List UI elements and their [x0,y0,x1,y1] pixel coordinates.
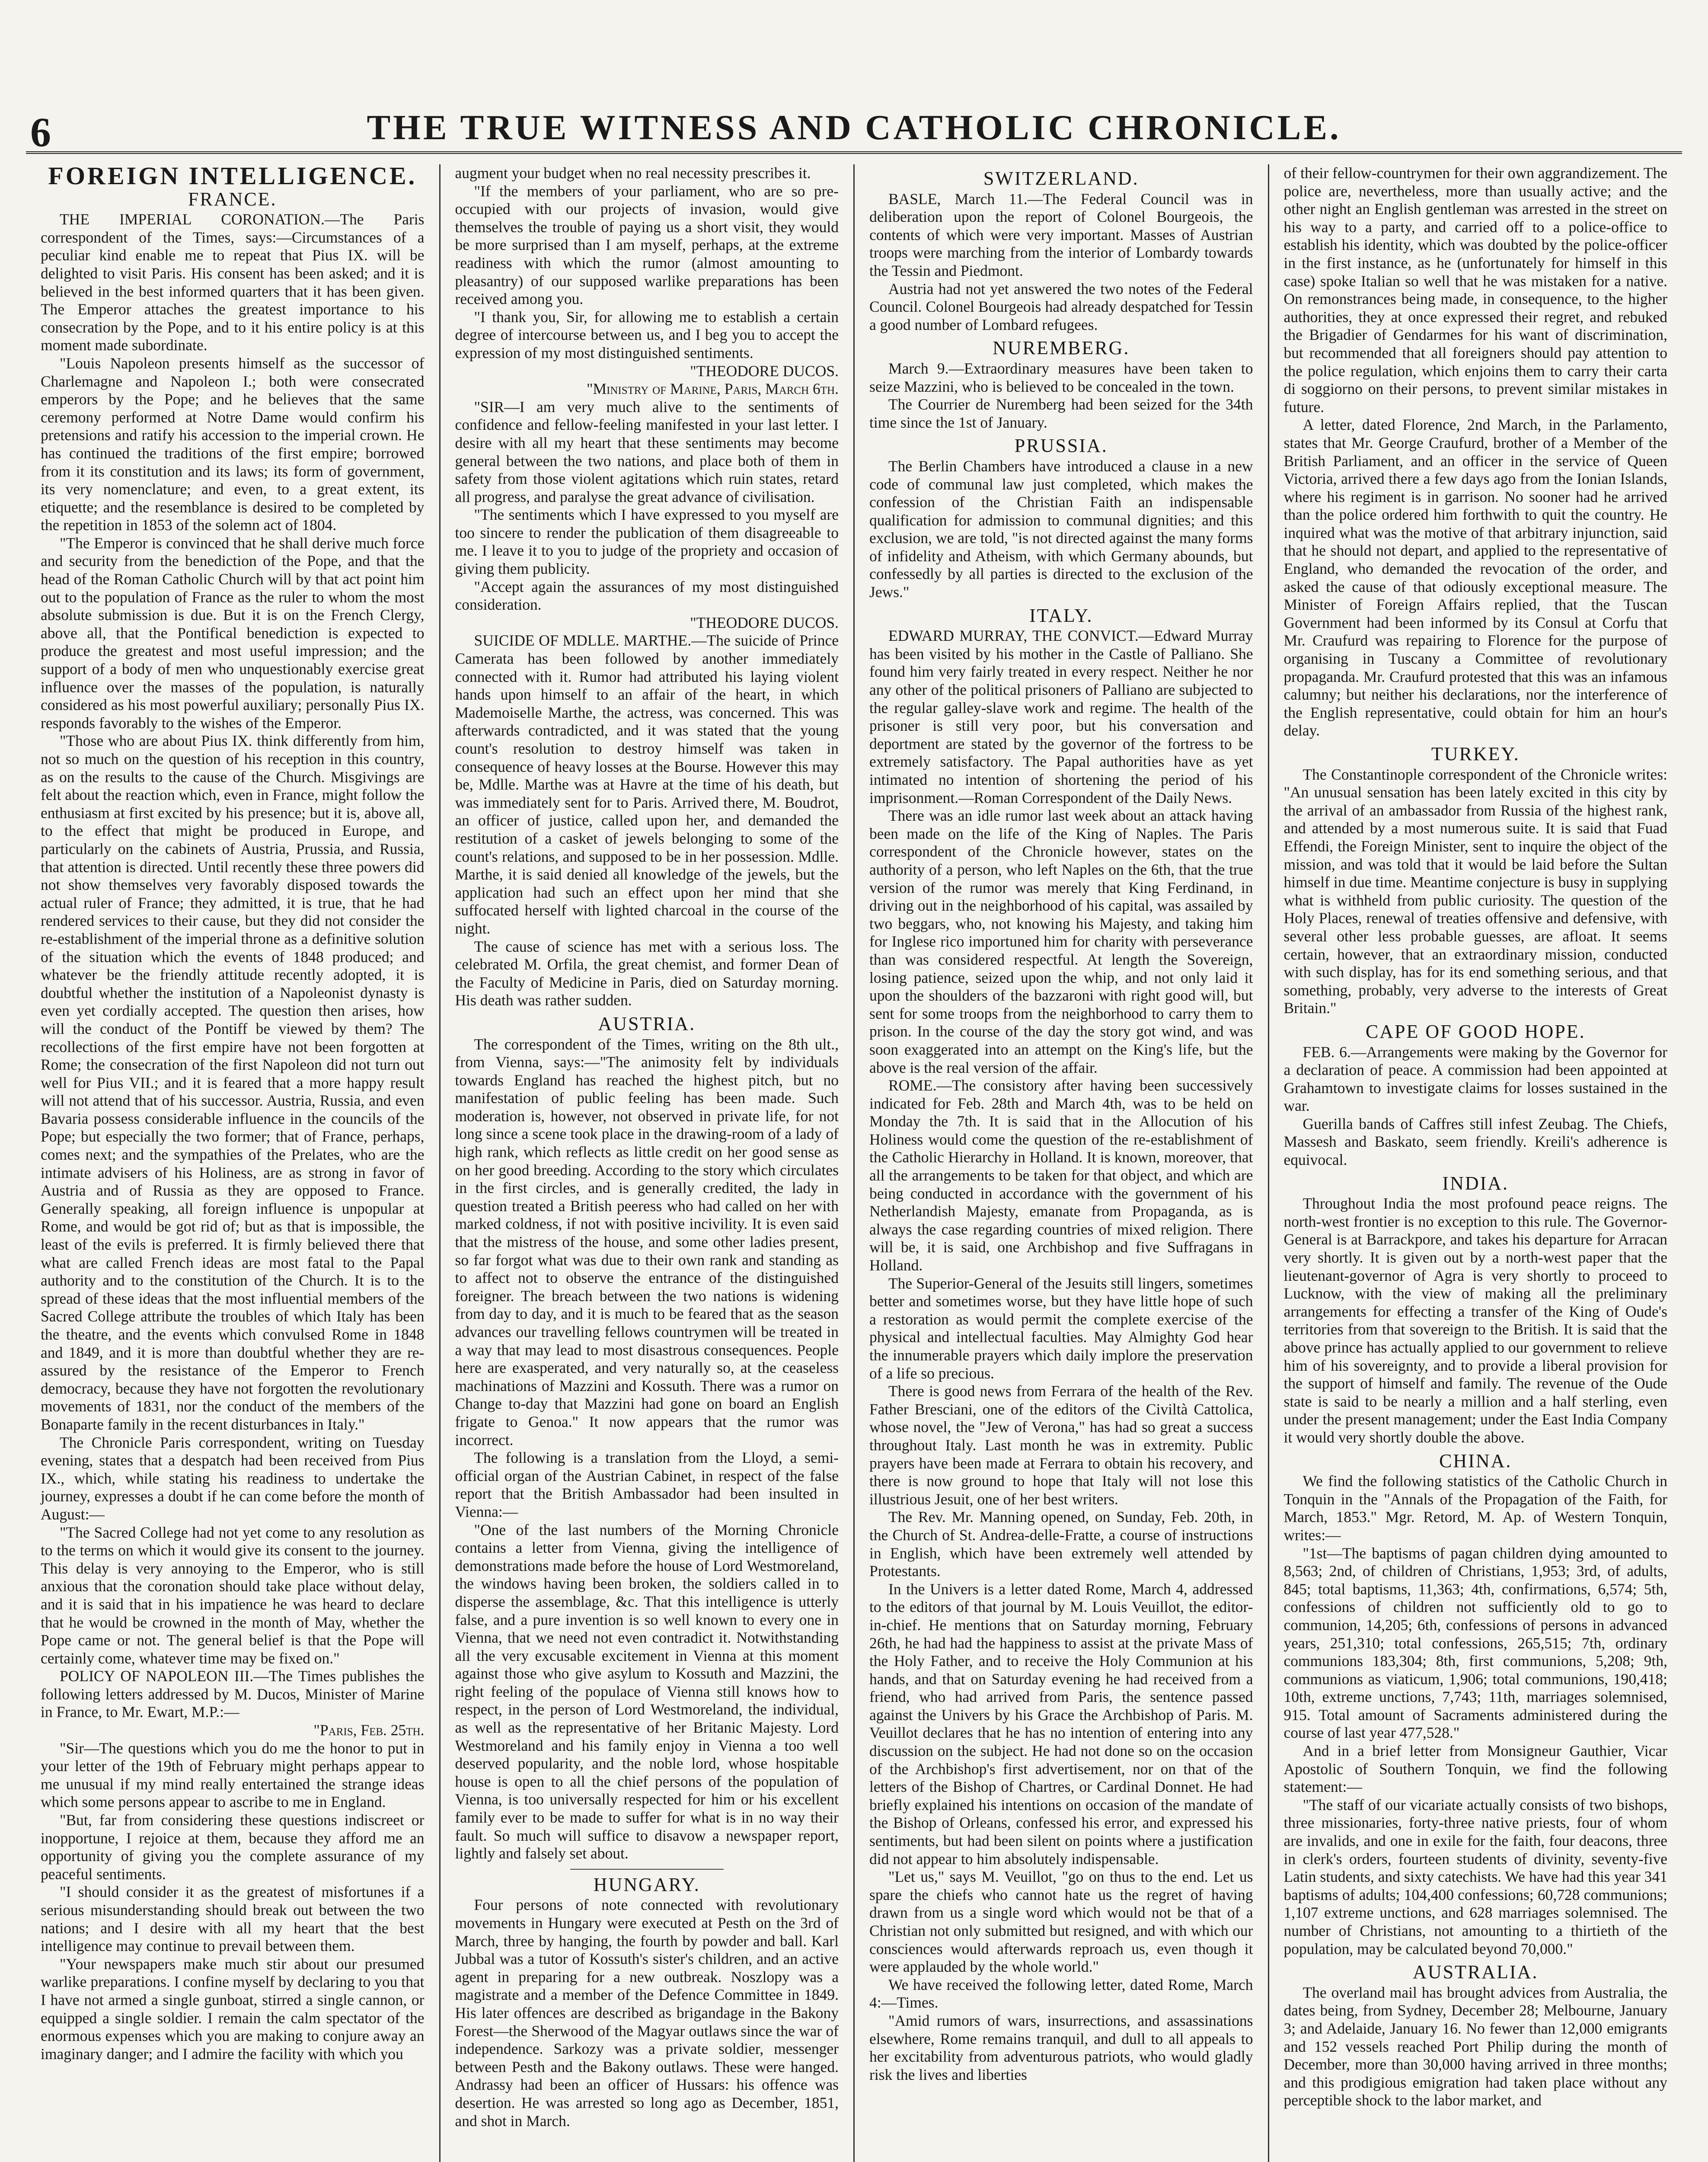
paragraph: "I should consider it as the greatest of misfortunes if a serious misunderstanding should break out between the two nations; and I desire with all my heart that the best intelligence may continue to prevail between them. [41,1883,425,1955]
signature: "THEODORE DUCOS. [690,614,839,631]
paragraph: Throughout India the most profound peace reigns. The north-west frontier is no exception to this rule. The Governor-General is at Barrackpore, and takes his departure for Arracan very shortly. It is given out by a north-west paper that the lieutenant-governor of Agra is very shortly to proceed to Lucknow, with the view of making all the preliminary arrangements for effecting a transfer of the King of Oude's territories from that sovereign to the British. It is said that the above prince has actually applied to our government to relieve him of his sovereignty, and to provide a liberal provision for the support of himself and family. The revenue of the Oude state is said to be nearly a million and a half sterling, even under the present management; under the East India Company it would very shortly double the above. [1283,1195,1667,1446]
column-4 [1269,164,1682,2162]
divider [570,1869,724,1870]
heading-turkey: TURKEY. [1431,743,1520,764]
paragraph: The Rev. Mr. Manning opened, on Sunday, Feb. 20th, in the Church of St. Andrea-delle-Fratte, a course of instructions in English, which have been extremely well attended by Protestants. [869,1508,1253,1580]
paragraph: "I thank you, Sir, for allowing me to establish a certain degree of intercourse between us, and I beg you to accept the expression of my most distinguished sentiments. [455,308,839,361]
paragraph: The cause of science has met with a serious loss. The celebrated M. Orfila, the great chemist, and former Dean of the Faculty of Medicine in Paris, died on Saturday morning. His death was rather sudden. [455,937,839,1009]
paragraph: And in a brief letter from Monsigneur Gauthier, Vicar Apostolic of Southern Tonquin, we find the following statement:— [1283,1742,1667,1796]
paragraph: EDWARD MURRAY, THE CONVICT.—Edward Murray has been visited by his mother in the Castle of Palliano. She found him very fairly treated in every respect. Neither he nor any other of the political prisoners of Palliano are subjected to the regular galley-slave work and regime. The health of the prisoner is still very poor, but his conversation and deportment are stated by the governor of the fortress to be extremely satisfactory. The Papal authorities have as yet intimated no intention of shortening the period of his imprisonment.—Roman Correspondent of the Daily News. [869,627,1253,806]
paragraph: augment your budget when no real necessity prescribes it. [455,164,811,182]
paragraph: "The sentiments which I have expressed to you myself are too sincere to render the publication of them disagreeable to me. I leave it to you to judge of the propriety and occasion of giving them publicity. [455,506,839,578]
heading-switzerland: SWITZERLAND. [983,168,1139,189]
paragraph: "But, far from considering these questions indiscreet or inopportune, I rejoice at them, because they afford me an opportunity of giving you the complete assurance of my peaceful sentiments. [41,1811,425,1883]
paragraph: Four persons of note connected with revolutionary movements in Hungary were executed at Pesth on the 3rd of March, three by hanging, the fourth by powder and ball. Karl Jubbal was a tutor of Kossuth's sister's children, and an active agent in preparing for a new outbreak. Noszlopy was a magistrate and a member of the Defence Committee in 1849. His later offences are described as brigandage in the Bakony Forest—the Sherwood of the Magyar outlaws since the war of independence. Sarkozy was a private soldier, messenger between Pesth and the Bakony outlaws. These were hanged. Andrassy had been an officer of Hussars: his offence was desertion. He was arrested so long ago as December, 1851, and shot in March. [455,1896,839,2130]
paragraph: "If the members of your parliament, who are so pre-occupied with our projects of invasion, would give themselves the trouble of paying us a short visit, they would be more surprised than I am myself, perhaps, at the extreme readiness with which the rumor (almost amounting to pleasantry) of our supposed warlike preparations has been received among you. [455,182,839,308]
paragraph: of their fellow-countrymen for their own aggrandizement. The police are, nevertheless, more than usually active; and the other night an English gentleman was arrested in the street on his way to a party, and carried off to a police-office to establish his identity, which was doubted by the police-officer in the first instance, as he (unfortunately for himself in this case) spoke Italian so well that he was mistaken for a native. On remonstrances being made, in consequence, to the higher authorities, they at once expressed their regret, and rebuked the Brigadier of Gendarmes for his want of discrimination, but recommended that all foreigners should pay attention to the police regulation, which enjoins them to carry their carta di soggiorno on their persons, to prevent similar mistakes in future. [1283,164,1667,416]
paragraph: ROME.—The consistory after having been successively indicated for Feb. 28th and March 4th, was to be held on Monday the 7th. It is said that in the Allocution of his Holiness would come the question of the re-establishment of the Catholic Hierarchy in Holland. It is known, moreover, that all the arrangements to be taken for that object, and which are being conducted in accordance with the government of his Netherlandish Majesty, emanate from Propaganda, as is always the case regarding countries of mixed religion. There will be, it is said, one Archbishop and five Suffragans in Holland. [869,1077,1253,1274]
paragraph: The Chronicle Paris correspondent, writing on Tuesday evening, states that a despatch had been received from Pius IX., which, while stating his readiness to undertake the journey, expresses a doubt if he can come before the month of August:— [41,1433,425,1523]
section-heading-foreign-intelligence: FOREIGN INTELLIGENCE. [48,164,417,190]
signature: "THEODORE DUCOS. [690,362,839,380]
newspaper-title: THE TRUE WITNESS AND CATHOLIC CHRONICLE. [367,108,1341,147]
paragraph: In the Univers is a letter dated Rome, March 4, addressed to the editors of that journal by M. Louis Veuillot, the editor-in-chief. He mentions that on Saturday morning, February 26th, he had had the happiness to assist at the private Mass of the Holy Father, and to receive the Holy Communion at his hands, and that on Saturday evening he had received from a friend, who had arrived from Paris, the sentence passed against the Univers by his Grace the Archbishop of Paris. M. Veuillot declares that he has no intention of entering into any discussion on the subject. He had not done so on the occasion of the Archbishop's first advertisement, nor on that of the letters of the Bishop of Chartres, or Cardinal Donnet. He had briefly explained his intentions on occasion of the mandate of the Bishop of Orleans, confessed his error, and expressed his sentiments, but had been silent on points where a justification did not appear to him absolutely indispensable. [869,1580,1253,1868]
paragraph: The following is a translation from the Lloyd, a semi-official organ of the Austrian Cabinet, in respect of the false report that the British Ambassador had been insulted in Vienna:— [455,1449,839,1520]
paragraph: The Berlin Chambers have introduced a clause in a new code of communal law just completed, which makes the confession of the Christian Faith an indispensable qualification for admission to communal dignities; and this exclusion, we are told, "is not directed against the many forms of infidelity and Atheism, with which Germany abounds, but confessedly by all parties is directed to the exclusion of the Jews." [869,457,1253,601]
paragraph: "Your newspapers make much stir about our presumed warlike preparations. I confine myself by declaring to you that I have not armed a single gunboat, stirred a single cannon, or equipped a single soldier. I remain the calm spectator of the enormous expenses which you are making to conjure away an imaginary danger; and I admire the facility with which you [41,1955,425,2063]
paragraph: There is good news from Ferrara of the health of the Rev. Father Bresciani, one of the editors of the Civiltà Cattolica, whose novel, the "Jew of Verona," has had so great a success throughout Italy. Last month he was in extremity. Public prayers have been made at Ferrara to obtain his recovery, and there is now ground to hope that Italy will not lose this illustrious Jesuit, one of her best writers. [869,1382,1253,1508]
article-columns [26,164,1682,2162]
paragraph: "1st—The baptisms of pagan children dying amounted to 8,563; 2nd, of children of Christians, 1,953; 3rd, of adults, 845; total baptisms, 11,363; 4th, confirmations, 6,574; 5th, confessions of children not sufficiently old to go to communion, 14,205; 6th, confessions of persons in advanced years, 251,310; total confessions, 265,515; 7th, ordinary communions 183,304; 8th, first communions, 5,208; 9th, communions as viaticum, 1,906; total communions, 190,418; 10th, extreme unctions, 7,743; 11th, marriages solemnised, 915. Total amount of Sacraments administered during the course of last year 477,528." [1283,1544,1667,1742]
heading-china: CHINA. [1439,1450,1512,1471]
paragraph: "Let us," says M. Veuillot, "go on thus to the end. Let us spare the chiefs who cannot hate us the regret of having drawn from us a single word which would not be that of a Christian not only submitted but resigned, and with which our consciences would afterwards reproach us, even though it were applauded by the whole world." [869,1868,1253,1976]
heading-cape-of-good-hope: CAPE OF GOOD HOPE. [1365,1020,1586,1042]
page-number: 6 [30,109,51,155]
paragraph: The correspondent of the Times, writing on the 8th ult., from Vienna, says:—"The animosity felt by individuals towards England has reached the highest pitch, but no manifestation of public feeling has been made. Such moderation is, however, not observed in private life, for not long since a scene took place in the drawing-room of a lady of high rank, which reflects as little credit on her good sense as on her good breeding. According to the story which circulates in the first circles, and is generally credited, the lady in question treated a British peeress who had called on her with marked coldness, if not with positive incivility. It is even said that the mistress of the house, and some other ladies present, so far forgot what was due to their own rank and standing as to affect not to observe the entrance of the distinguished foreigner. The breach between the two nations is widening from day to day, and it is much to be feared that as the season advances our travelling fellows countrymen will be treated in a way that may lead to most disastrous consequences. People here are exasperated, and very naturally so, at the ceaseless machinations of Mazzini and Kossuth. There was a rumor on Change to-day that Mazzini had gone on board an English frigate to Genoa." It now appears that the rumor was incorrect. [455,1035,839,1449]
paragraph: "Those who are about Pius IX. think differently from him, not so much on the question of his reception in this country, as on the results to the cause of the Church. Misgivings are felt about the reaction which, even in France, might follow the enthusiasm at first excited by his presence; but it is, above all, to the effect that might be produced in Europe, and particularly on the cabinets of Austria, Prussia, and Russia, that attention is directed. Until recently these three powers did not show themselves very favorably disposed towards the actual ruler of France; they admitted, it is true, that he had rendered services to their cause, but they did not consider the re-establishment of the imperial throne as a definitive solution of the situation which the events of 1848 produced; and whatever be the friendly attitude recently adopted, it is doubtful whether the institution of a Napoleonist dynasty is even yet cordially accepted. The question then arises, how will the conduct of the Pontiff be viewed by them? The recollections of the first empire have not been forgotten at Rome; the consecration of the first Napoleon did not turn out well for Pius VII.; and it is feared that a more happy result will not attend that of his successor. Austria, Russia, and even Bavaria possess considerable influence in the councils of the Pope; but especially the two former; that of France, perhaps, comes next; and the sympathies of the Prelates, who are the intimate advisers of his Holiness, are as strong in favor of Austria and of Russia as they are opposed to France. Generally speaking, all foreign influence is unpopular at Rome, and would be got rid of; but as that is impossible, the least of the evils is preferred. It is firmly believed there that what are called French ideas are most fatal to the Papal authority and to the constitution of the Church. It is to the spread of these ideas that the most influential members of the Sacred College attribute the troubles of which Italy has been the theatre, and the events which convulsed Rome in 1848 and 1849, and it is more than doubtful whether they are re-assured by the resistance of the Emperor to French democracy, because they have not forgotten the revolutionary movements of 1831, nor the conduct of the members of the Bonaparte family in the recent disturbances in Italy." [41,732,425,1433]
paragraph: "One of the last numbers of the Morning Chronicle contains a letter from Vienna, giving the intelligence of demonstrations made before the house of Lord Westmoreland, the windows having been broken, the soldiers called in to disperse the assemblage, &c. That this intelligence is utterly false, and a pure invention is so well known to every one in Vienna, that we need not even contradict it. Notwithstanding all the very excusable excitement in Vienna at this moment against those who give asylum to Kossuth and Mazzini, the right feeling of the populace of Vienna still knows how to respect, in the person of Lord Westmoreland, the individual, as well as the representative of her Britanic Majesty. Lord Westmoreland and his family enjoy in Vienna a too well deserved popularity, and the noble lord, whose hospitable house is open to all the chief persons of the population of Vienna, is too universally respected for him or his excellent family ever to be made to suffer for what is in no way their fault. So much will suffice to disavow a newspaper report, lightly and falsely set about. [455,1521,839,1862]
paragraph: The Courrier de Nuremberg had been seized for the 34th time since the 1st of January. [869,396,1253,431]
heading-hungary: HUNGARY. [593,1874,700,1895]
paragraph: The Superior-General of the Jesuits still lingers, sometimes better and sometimes worse, but they have little hope of such a restoration as would permit the complete exercise of the physical and intellectual faculties. May Almighty God hear the innumerable prayers which daily implore the preservation of a life so precious. [869,1274,1253,1382]
paragraph: "The Emperor is convinced that he shall derive much force and security from the benediction of the Pope, and that the head of the Roman Catholic Church will by that act point him out to the population of France as the ruler to whom the most absolute submission is due. But it is on the French Clergy, above all, that the Pontifical benediction is expected to produce the greatest and most useful impression; and the support of a body of men who unquestionably exercise great influence over the masses of the population, is naturally considered as his most powerful auxiliary; personally Pius IX. responds favorably to the wishes of the Emperor. [41,534,425,732]
paragraph: "The Sacred College had not yet come to any resolution as to the terms on which it would give its consent to the journey. This delay is very annoying to the Emperor, who is still anxious that the coronation should take place without delay, and it is said that in his impatience he was heard to declare that he would be crowned in the month of May, whether the Pope came or not. The general belief is that the Pope will certainly come, whatever time may be fixed on." [41,1523,425,1667]
paragraph: THE IMPERIAL CORONATION.—The Paris correspondent of the Times, says:—Circumstances of a peculiar kind enable me to repeat that Pius IX. will be delighted to visit Paris. His consent has been asked; and it is believed in the best informed quarters that it has been given. The Emperor attaches the greatest importance to his consecration by the Pope, and to it his entire policy is at this moment made subordinate. [41,211,425,354]
paragraph: FEB. 6.—Arrangements were making by the Governor for a declaration of peace. A commission had been appointed at Grahamtown to investigate claims for losses sustained in the war. [1283,1043,1667,1115]
heading-india: INDIA. [1442,1172,1509,1194]
masthead [26,104,1682,154]
paragraph: There was an idle rumor last week about an attack having been made on the life of the King of Naples. The Paris correspondent of the Chronicle however, states on the authority of a person, who left Naples on the 6th, that the true version of the rumor was merely that King Ferdinand, in driving out in the neighborhood of his capital, was assailed by two beggars, who, not knowing his Majesty, and taking him for Inglese rico importuned him for charity with perseverance than was considered respectful. At length the Sovereign, losing patience, seized upon the whip, and not only laid it upon the shoulders of the bazzaroni with right good will, but sent for some troops from the neighborhood to carry them to prison. In the course of the day the story got wind, and was soon exaggerated into an attempt on the King's life, but the above is the real version of the affair. [869,807,1253,1076]
column-2 [441,164,855,2162]
paragraph: The overland mail has brought advices from Australia, the dates being, from Sydney, December 28; Melbourne, January 3; and Adelaide, January 16. No fewer than 12,000 emigrants and 152 vessels reached Port Philip during the month of December, more than 30,000 having arrived in three months; and this prodigious emigration had taken place without any perceptible shock to the labor market, and [1283,1983,1667,2109]
dateline: "Ministry of Marine, Paris, March 6th. [587,380,839,398]
paragraph: "Louis Napoleon presents himself as the successor of Charlemagne and Napoleon I.; both were consecrated emperors by the Pope; and he believes that the same ceremony performed at Notre Dame would confirm his pretensions and ratify his accession to the imperial crown. He has continued the traditions of the first empire; borrowed from it its constitution and its laws; its form of government, its very nomenclature; and even, to a great extent, its etiquette; and the resemblance is desired to be completed by the repetition in 1853 of the solemn act of 1804. [41,354,425,534]
paragraph: "The staff of our vicariate actually consists of two bishops, three missionaries, forty-three native priests, four of whom are invalids, and one in exile for the faith, four deacons, three in clerk's orders, fourteen students of divinity, seventy-five Latin students, and sixty catechists. We have had this year 341 baptisms of adults; 104,400 confessions; 60,728 communions; 1,107 extreme unctions, and 628 marriages solemnised. The number of Christians, not amounting to a thirtieth of the population, may be calculated beyond 70,000." [1283,1796,1667,1957]
paragraph: Austria had not yet answered the two notes of the Federal Council. Colonel Bourgeois had already despatched for Tessin a good number of Lombard refugees. [869,280,1253,333]
paragraph: "Amid rumors of wars, insurrections, and assassinations elsewhere, Rome remains tranquil, and dull to all appeals to her excitability from adventurous patriots, who would gladly risk the lives and liberties [869,2012,1253,2083]
column-1 [26,164,441,2162]
heading-italy: ITALY. [1029,604,1093,626]
dateline: "Paris, Feb. 25th. [313,1721,425,1739]
paragraph: The Constantinople correspondent of the Chronicle writes: "An unusual sensation has been lately excited in this city by the arrival of an ambassador from Russia of the highest rank, and attended by a most numerous suite. It is said that Fuad Effendi, the Foreign Minister, sent to inquire the object of the mission, and was told that it would be laid before the Sultan himself in due time. Meantime conjecture is busy in supplying what is withheld from public curiosity. The question of the Holy Places, renewal of treaties offensive and defensive, with several other less probable guesses, are afloat. It seems certain, however, that an extraordinary mission, conducted with such display, has for its end something serious, and that something, probably, very adverse to the interests of Great Britain." [1283,765,1667,1017]
heading-france: FRANCE. [188,188,277,210]
paragraph: "Sir—The questions which you do me the honor to put in your letter of the 19th of February might perhaps appear to me unusual if my mind really entertained the strange ideas which some persons appear to ascribe to me in England. [41,1739,425,1811]
paragraph: POLICY OF NAPOLEON III.—The Times publishes the following letters addressed by M. Ducos, Minister of Marine in France, to Mr. Ewart, M.P.:— [41,1667,425,1721]
paragraph: SUICIDE OF MDLLE. MARTHE.—The suicide of Prince Camerata has been followed by another immediately connected with it. Rumor had attributed his laying violent hands upon himself to an affair of the heart, in which Mademoiselle Marthe, the actress, was concerned. This was afterwards contradicted, and it was stated that the young count's resolution to destroy himself was taken in consequence of heavy losses at the Bourse. However this may be, Mdlle. Marthe was at Havre at the time of his death, but was immediately sent for to Paris. Arrived there, M. Boudrot, an officer of justice, called upon her, and demanded the restitution of a casket of jewels belonging to some of the count's relations, and supposed to be in her possession. Mdlle. Marthe, it is said denied all knowledge of the jewels, but the application had such an effect upon her mind that she suffocated herself with lighted charcoal in the course of the night. [455,632,839,937]
heading-austria: AUSTRIA. [598,1013,696,1034]
paragraph: "SIR—I am very much alive to the sentiments of confidence and fellow-feeling manifested in your last letter. I desire with all my heart that these sentiments may become general between the two nations, and place both of them in safety from those violent agitations which ruin states, retard all progress, and paralyse the great advance of civilisation. [455,398,839,505]
paragraph: March 9.—Extraordinary measures have been taken to seize Mazzini, who is believed to be concealed in the town. [869,359,1253,395]
heading-australia: AUSTRALIA. [1413,1961,1539,1983]
paragraph: We find the following statistics of the Catholic Church in Tonquin in the "Annals of the Propagation of the Faith, for March, 1853." Mgr. Retord, M. Ap. of Western Tonquin, writes:— [1283,1472,1667,1544]
paragraph: We have received the following letter, dated Rome, March 4:—Times. [869,1976,1253,2012]
paragraph: "Accept again the assurances of my most distinguished consideration. [455,578,839,614]
heading-nuremberg: NUREMBERG. [993,337,1130,359]
paragraph: A letter, dated Florence, 2nd March, in the Parlamento, states that Mr. George Craufurd, brother of a Member of the British Parliament, and an officer in the service of Queen Victoria, arrived there a few days ago from the Ionian Islands, where his regiment is in garrison. No sooner had he arrived than the police ordered him forthwith to quit the country. He inquired what was the motive of that arbitrary injunction, said that he should not depart, and applied to the representative of England, who demanded the revocation of the order, and asked the cause of that odiously exceptional measure. The Minister of Foreign Affairs replied, that the Tuscan Government had been informed by its Consul at Corfu that Mr. Craufurd was repairing to Florence for the purpose of organising in Tuscany a Committee of revolutionary propaganda. Mr. Craufurd protested that this was an infamous calumny; but neither his declarations, nor the interference of the English representative, could obtain for him an hour's delay. [1283,416,1667,739]
paragraph: BASLE, March 11.—The Federal Council was in deliberation upon the report of Colonel Bourgeois, the contents of which were very important. Masses of Austrian troops were marching from the interior of Lombardy towards the Tessin and Piedmont. [869,190,1253,279]
column-3 [855,164,1269,2162]
paragraph: Guerilla bands of Caffres still infest Zeubag. The Chiefs, Massesh and Baskato, seem friendly. Kreili's adherence is equivocal. [1283,1115,1667,1169]
heading-prussia: PRUSSIA. [1014,435,1108,457]
